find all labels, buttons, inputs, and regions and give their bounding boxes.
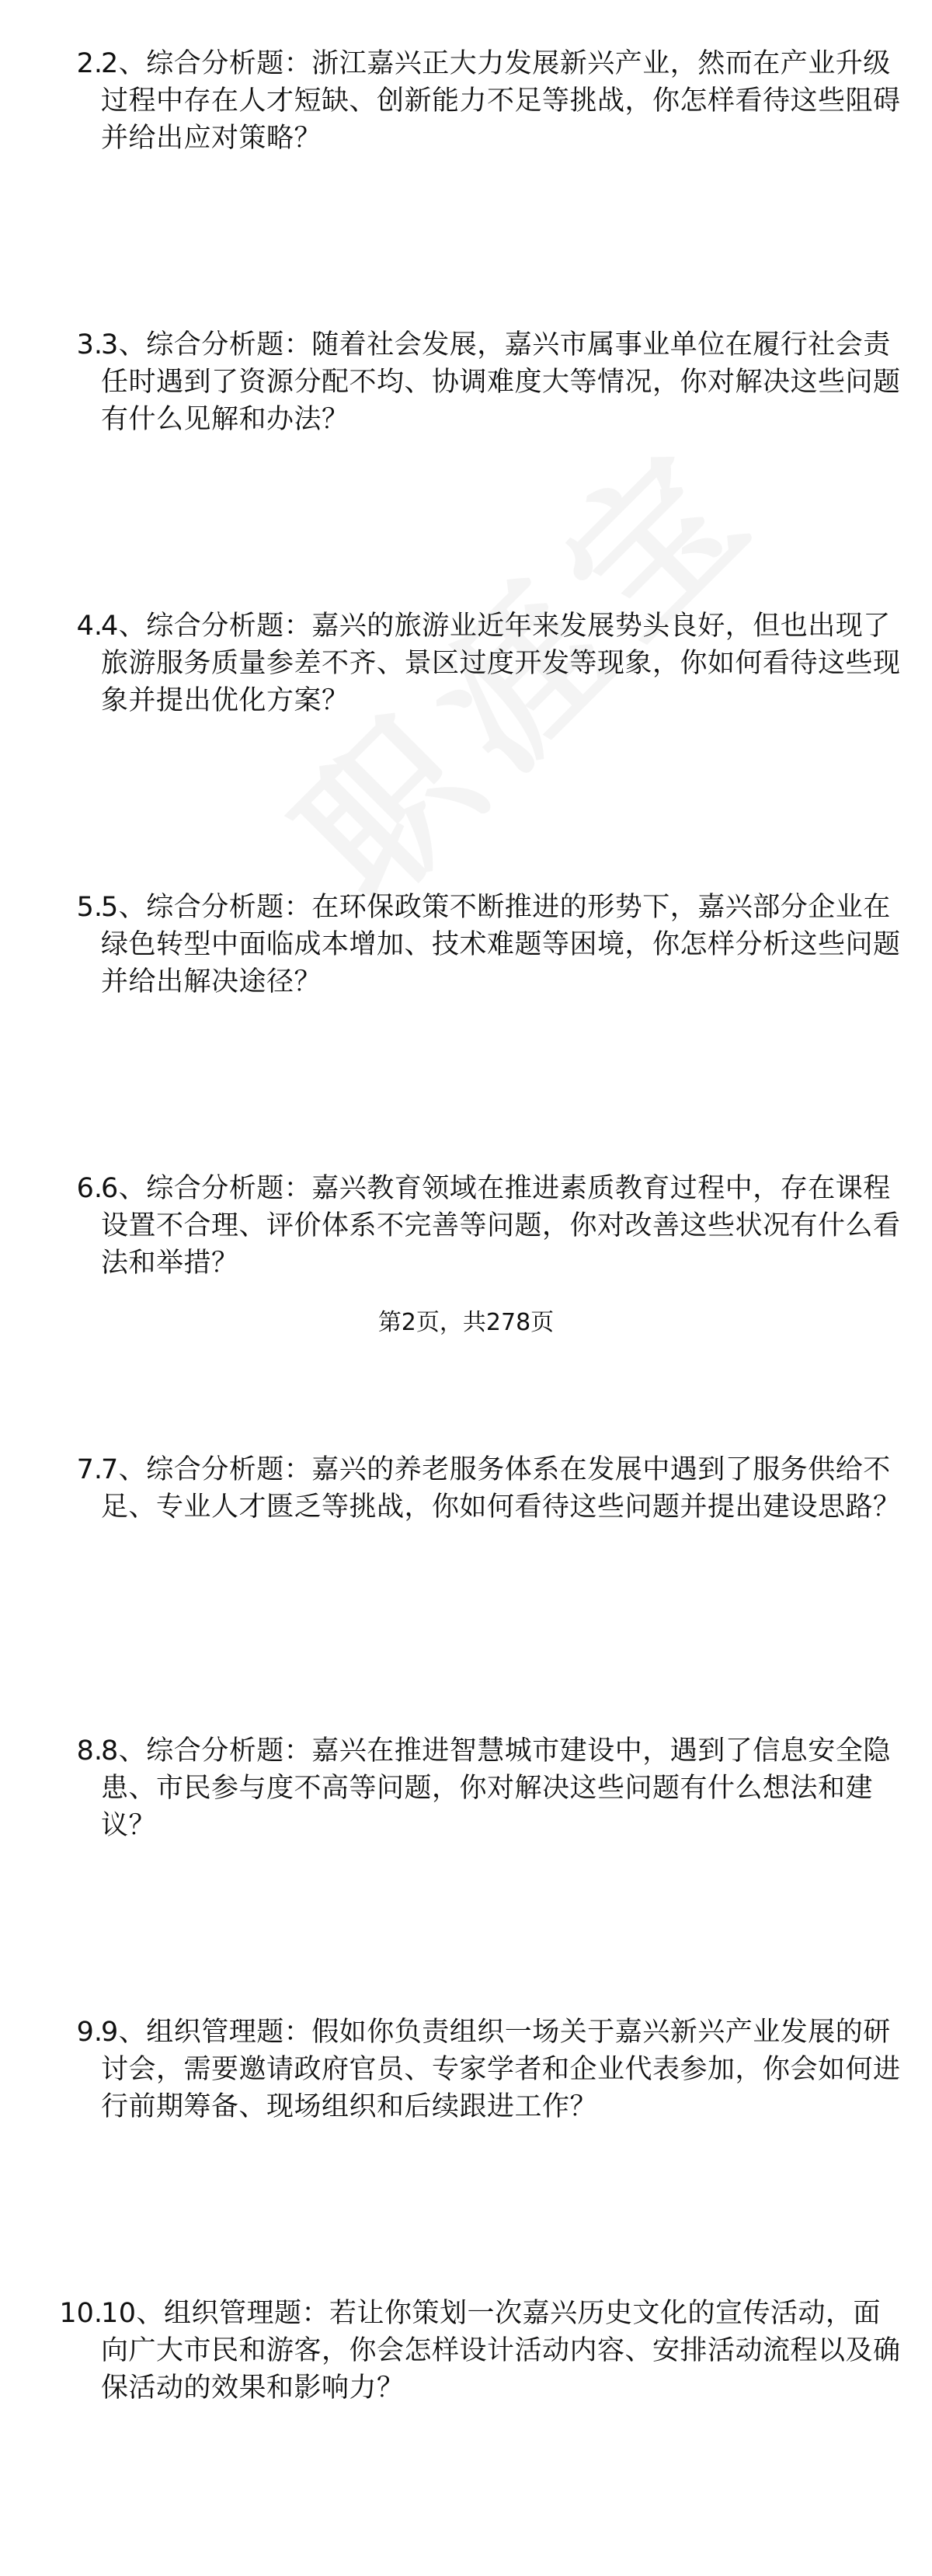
question-number: 8. — [76, 1735, 103, 1767]
list-item — [0, 1451, 932, 1732]
question-number: 4. — [76, 611, 103, 642]
question-text: 7、综合分析题：嘉兴的养老服务体系在发展中遇到了服务供给不足、专业人才匮乏等挑战，你如何看待这些问题并提出建设思路？ — [101, 1454, 901, 1523]
list-item — [0, 2014, 932, 2295]
list-item — [0, 1732, 932, 2014]
question-number: 5. — [76, 892, 103, 923]
question-text: 4、综合分析题：嘉兴的旅游业近年来发展势头良好，但也出现了旅游服务质量参差不齐、景区过度开发等现象，你如何看待这些现象并提出优化方案？ — [101, 611, 901, 716]
question-text: 3、综合分析题：随着社会发展，嘉兴市属事业单位在履行社会责任时遇到了资源分配不均、协调难度大等情况，你对解决这些问题有什么见解和办法？ — [101, 329, 901, 435]
question-number: 6. — [76, 1173, 103, 1204]
list-item — [0, 326, 932, 607]
question-text: 8、综合分析题：嘉兴在推进智慧城市建设中，遇到了信息安全隐患、市民参与度不高等问题，你对解决这些问题有什么想法和建议？ — [101, 1735, 891, 1841]
page-footer: 第2页，共278页 — [377, 1309, 555, 1336]
list-item — [0, 2295, 932, 2576]
question-number: 3. — [76, 329, 103, 360]
question-text: 9、组织管理题：假如你负责组织一场关于嘉兴新兴产业发展的研讨会，需要邀请政府官员、专家学者和企业代表参加，你会如何进行前期筹备、现场组织和后续跟进工作？ — [101, 2017, 901, 2122]
question-number: 9. — [76, 2017, 103, 2048]
question-text: 5、综合分析题：在环保政策不断推进的形势下，嘉兴部分企业在绿色转型中面临成本增加、技术难题等困境，你怎样分析这些问题并给出解决途径？ — [101, 892, 901, 997]
question-number: 7. — [76, 1454, 103, 1485]
list-item — [0, 607, 932, 889]
question-number: 2. — [76, 48, 103, 79]
list-item — [0, 45, 932, 326]
question-text: 2、综合分析题：浙江嘉兴正大力发展新兴产业，然而在产业升级过程中存在人才短缺、创新能力不足等挑战，你怎样看待这些阻碍并给出应对策略？ — [101, 48, 901, 154]
question-number: 10. — [59, 2298, 103, 2329]
question-text: 10、组织管理题：若让你策划一次嘉兴历史文化的宣传活动，面向广大市民和游客，你会怎样设计活动内容、安排活动流程以及确保活动的效果和影响力？ — [101, 2298, 901, 2404]
list-item — [0, 889, 932, 1170]
question-text: 6、综合分析题：嘉兴教育领域在推进素质教育过程中，存在课程设置不合理、评价体系不完善等问题，你对改善这些状况有什么看法和举措？ — [101, 1173, 901, 1279]
